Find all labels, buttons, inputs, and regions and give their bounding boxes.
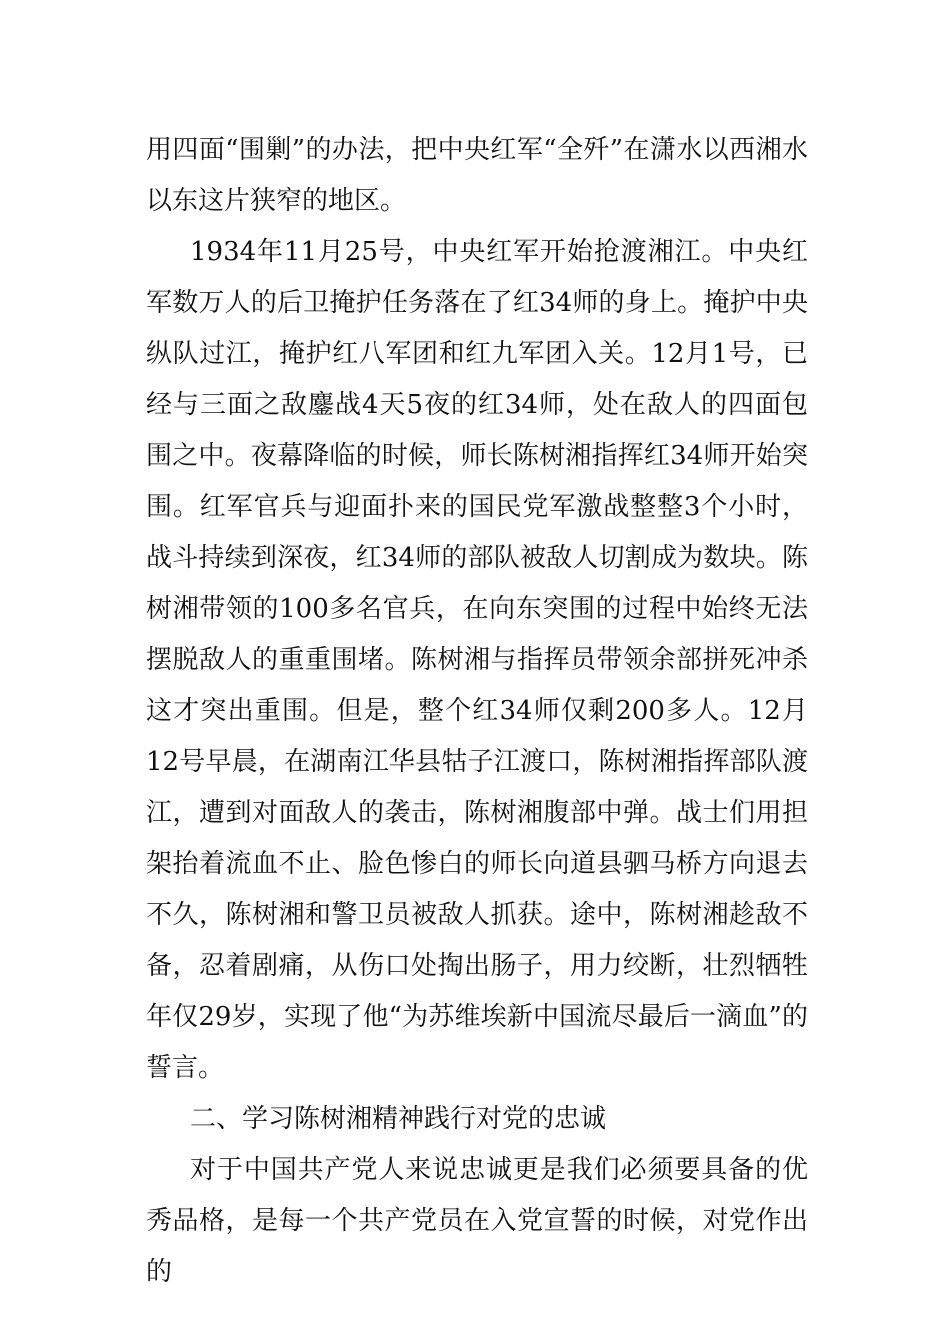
paragraph-loyalty: 对于中国共产党人来说忠诚更是我们必须要具备的优秀品格，是每一个共产党员在入党宣誓的时候，对党作出的	[146, 1155, 808, 1287]
document-body	[146, 125, 808, 1298]
section-heading: 二、学习陈树湘精神践行对党的忠诚	[190, 1104, 607, 1134]
paragraph-continuation: 用四面“围剿”的办法，把中央红军“全歼”在潇水以西湘水以东这片狭窄的地区。	[146, 135, 808, 216]
paragraph-xiangjiang-battle: 1934年11月25号，中央红军开始抢渡湘江。中央红军数万人的后卫掩护任务落在了红34师的身上。掩护中央纵队过江，掩护红八军团和红九军团入关。12月1号，已经与三面之敌鏖战4天5夜的红34师，处在敌人的四面包围之中。夜幕降临的时候，师长陈树湘指挥红34师开始突围。红军官兵与迎面扑来的国民党军激战整整3个小时，战斗持续到深夜，红34师的部队被敌人切割成为数块。陈树湘带领的100多名官兵，在向东突围的过程中始终无法摆脱敌人的重重围堵。陈树湘与指挥员带领余部拼死冲杀这才突出重围。但是，整个红34师仅剩200多人。12月12号早晨，在湖南江华县牯子江渡口，陈树湘指挥部队渡江，遭到对面敌人的袭击，陈树湘腹部中弹。战士们用担架抬着流血不止、脸色惨白的师长向道县驷马桥方向退去不久，陈树湘和警卫员被敌人抓获。途中，陈树湘趁敌不备，忍着剧痛，从伤口处掏出肠子，用力绞断，壮烈牺牲年仅29岁，实现了他“为苏维埃新中国流尽最后一滴血”的誓言。	[146, 237, 808, 1083]
